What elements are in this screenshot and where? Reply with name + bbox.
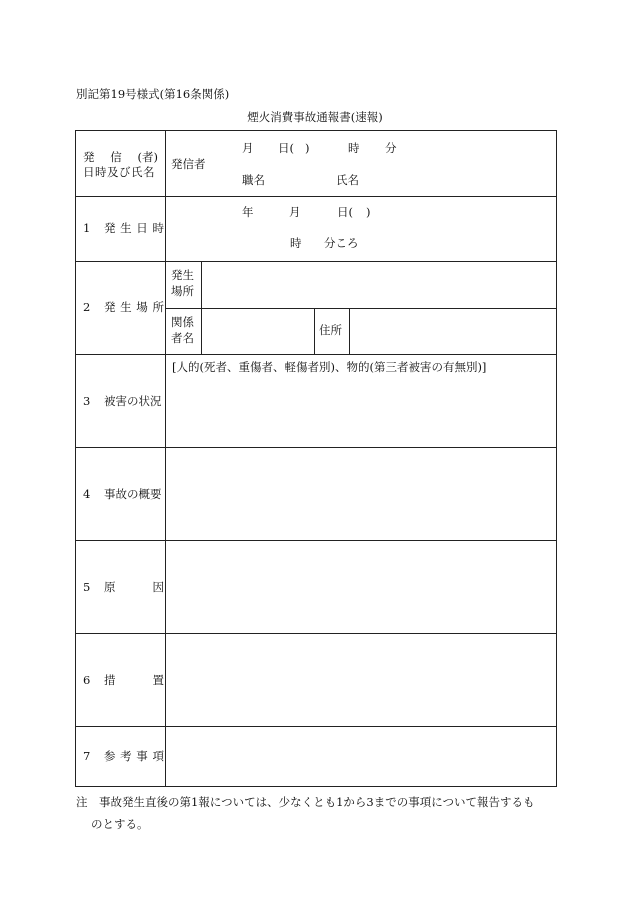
row-divider	[75, 354, 557, 355]
footnote-line1: 注 事故発生直後の第1報については、少なくとも1から3までの事項について報告するも	[76, 795, 535, 809]
sender-label-line2: 日時及び氏名	[83, 165, 155, 179]
sender-day-label: 日(	[278, 141, 294, 155]
sender-label-line1: 発 信 (者)	[83, 150, 158, 164]
row-divider	[165, 308, 557, 309]
damage-note: [人的(死者、重傷者、軽傷者別)、物的(第三者被害の有無別)]	[172, 360, 487, 374]
row-divider	[75, 261, 557, 262]
sender-minute-label: 分	[385, 141, 397, 155]
row1-paren-close: )	[366, 205, 371, 219]
row1-year-label: 年	[242, 205, 254, 219]
place-subcolumn-divider	[201, 261, 202, 354]
sender-paren-close: )	[305, 141, 310, 155]
row-divider	[75, 447, 557, 448]
form-id: 別記第19号様式(第16条関係)	[76, 87, 230, 101]
row2-label: 2 発 生 場 所	[83, 300, 164, 314]
row1-label: 1 発 生 日 時	[83, 221, 164, 235]
row1-day-label: 日(	[337, 205, 353, 219]
label-column-divider	[165, 130, 166, 787]
row4-label: 4 事故の概要	[83, 487, 162, 501]
row-divider	[75, 726, 557, 727]
place-label-line1: 発生	[171, 268, 194, 282]
place-label-line2: 場所	[171, 284, 194, 298]
footnote-line2: のとする。	[91, 817, 149, 831]
sender-hour-label: 時	[348, 141, 360, 155]
address-label-left-divider	[314, 308, 315, 354]
shimei-label: 氏名	[336, 173, 359, 187]
row3-label: 3 被害の状況	[83, 394, 162, 408]
row7-label: 7 参 考 事 項	[83, 749, 164, 763]
hasshinsha-label: 発信者	[171, 157, 206, 171]
document-title: 煙火消費事故通報書(速報)	[247, 110, 383, 124]
row1-hour-label: 時	[290, 236, 302, 250]
row-divider	[75, 540, 557, 541]
address-label-right-divider	[349, 308, 350, 354]
related-person-label-line2: 者名	[171, 331, 194, 345]
sender-month-label: 月	[242, 141, 254, 155]
address-label: 住所	[319, 323, 342, 337]
row5-label: 5 原 因	[83, 580, 164, 594]
row6-label: 6 措 置	[83, 673, 164, 687]
shokumei-label: 職名	[242, 173, 265, 187]
row-divider	[75, 633, 557, 634]
row1-minute-approx-label: 分ころ	[324, 236, 359, 250]
row-divider	[75, 196, 557, 197]
related-person-label-line1: 関係	[171, 315, 194, 329]
row1-month-label: 月	[289, 205, 301, 219]
